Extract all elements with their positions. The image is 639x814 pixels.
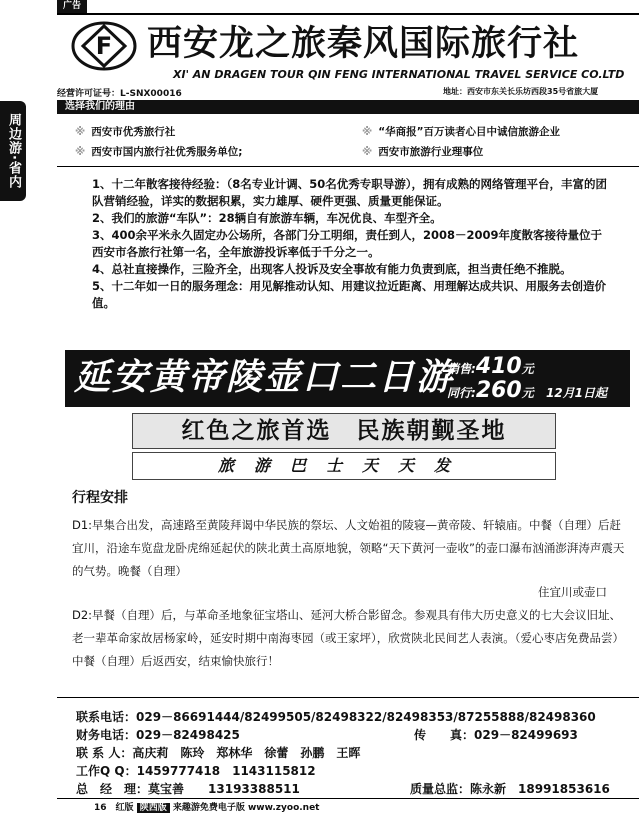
reason-item: ※ “华商报”百万读者心目中诚信旅游企业 [362, 126, 561, 138]
reason-item: ※ 西安市旅游行业理事位 [362, 146, 484, 158]
page-number: 16 [94, 803, 107, 813]
feature-item: 3、400余平米永久固定办公场所，各部门分工明细，责任到人，2008－2009年度散客接待量位于西安市各旅行社第一名，全年旅游投诉率低于千分之一。 [92, 228, 603, 259]
star-icon: ※ [75, 146, 86, 158]
brand-badge: 陕西版 [137, 803, 170, 813]
feature-item: 2、我们的旅游“车队”：28辆自有旅游车辆，车况优良、车型齐全。 [92, 211, 442, 225]
reasons-heading: 选择我们的理由 [57, 100, 639, 114]
footer-slogan: 来趣游免费电子版 www.zyoo.net [172, 803, 320, 813]
page-footer: 16 红版 陕西版 来趣游免费电子版 www.zyoo.net [94, 803, 320, 813]
feature-item: 5、十二年如一日的服务理念：用见解推动认知、用建议拉近距离、用理解达成共识、用服务去创造价值。 [92, 279, 606, 310]
features-list [92, 176, 612, 312]
itinerary-day-2: D2:早餐（自理）后，与革命圣地象征宝塔山、延河大桥合影留念。参观具有伟大历史意义的七大会议旧址、老一辈革命家故居杨家岭，延安时期中南海枣园（或王家坪），欣赏陕北民间艺人表演。（爱心枣店免费品尝）中餐（自理）后返西安，结束愉快旅行！ [72, 608, 624, 668]
tour-title: 延安黄帝陵壶口二日游 [74, 357, 455, 398]
divider [57, 798, 639, 799]
top-rule [57, 0, 639, 15]
sale-price: 销售:410元 [447, 354, 534, 379]
contact-phone: 联系电话：029－86691444/82499505/82498322/82498353/87255888/82498360 [76, 710, 596, 724]
star-icon: ※ [362, 126, 373, 138]
reasons-list [57, 118, 639, 164]
feature-item: 1、十二年散客接待经验：（8名专业计调、50名优秀专职导游），拥有成熟的网络管理平台，丰富的团队营销经验，详实的数据积累，实力雄厚、硬件更强、质量更能保证。 [92, 177, 608, 208]
company-name-en: XI' AN DRAGEN TOUR QIN FENG INTERNATIONAL TRAVEL SERVICE CO.LTD [173, 68, 625, 81]
start-date: 12月1日起 [545, 386, 608, 400]
ad-tag: 广告 [57, 0, 87, 13]
star-icon: ※ [362, 146, 373, 158]
side-category-tab: 周边游·省内 [0, 101, 26, 201]
divider [57, 697, 639, 698]
itinerary-day-1: D1:早集合出发，高速路至黄陵拜谒中华民族的祭坛、人文始祖的陵寝—黄帝陵、轩辕庙。中餐（自理）后赶宜川，沿途车览盘龙卧虎绵延起伏的陕北黄土高原地貌，领略“天下黄河一壶收”的壶口瀑布汹涌澎湃涛声震天的气势。晚餐（自理） [72, 518, 625, 578]
general-manager: 总 经 理：莫宝善 13193388511 [76, 782, 300, 796]
star-icon: ※ [75, 126, 86, 138]
tour-slogan: 红色之旅首选 民族朝觐圣地 [132, 413, 556, 449]
quality-director: 质量总监：陈永新 18991853616 [410, 782, 610, 796]
company-logo-icon [71, 21, 137, 71]
day-1-stay: 住宜川或壶口 [538, 585, 607, 599]
fax-number: 传 真：029－82499693 [414, 728, 578, 742]
license-number: 经营许可证号：L-SNX00016 [57, 89, 182, 99]
peer-price: 同行:260元 12月1日起 [447, 378, 608, 403]
finance-phone: 财务电话：029－82498425 [76, 728, 240, 742]
logo-letter: F [95, 32, 113, 60]
divider [57, 166, 639, 167]
company-address: 地址：西安市东关长乐坊西段35号省旅大厦 [443, 87, 599, 96]
company-name-cn: 西安龙之旅秦风国际旅行社 [147, 24, 580, 64]
work-qq: 工作Q Q：1459777418 1143115812 [76, 764, 316, 778]
reason-item: ※ 西安市国内旅行社优秀服务单位; [75, 146, 243, 158]
daily-bus-note: 旅游巴士天天发 [132, 452, 556, 480]
itinerary-heading: 行程安排 [72, 490, 128, 506]
reason-item: ※ 西安市优秀旅行社 [75, 126, 176, 138]
feature-item: 4、总社直接操作，三险齐全，出现客人投诉及安全事故有能力负责到底，担当责任绝不推脱。 [92, 262, 572, 276]
contact-persons: 联 系 人：高庆莉 陈玲 郑林华 徐蕾 孙鹏 王晖 [76, 746, 361, 760]
